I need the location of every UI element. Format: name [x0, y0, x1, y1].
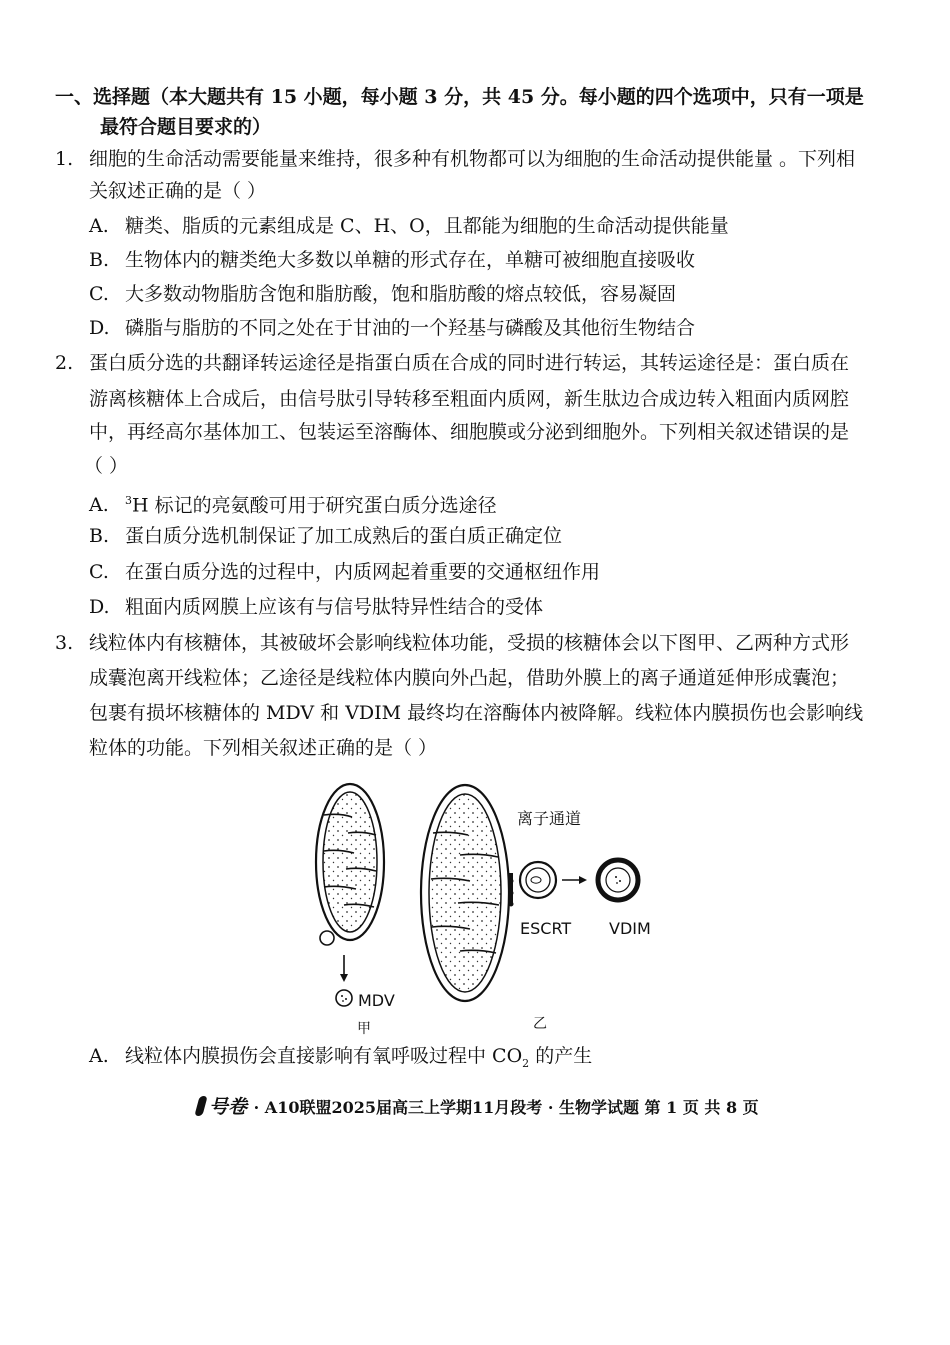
brand-logo: 号卷 [197, 1096, 254, 1118]
mdv-vesicle [336, 990, 352, 1006]
mitochondrion-jia [316, 784, 384, 1006]
brand-mark-icon [194, 1096, 207, 1116]
question-number: 2. [55, 352, 74, 374]
question-2-stem-cont: 游离核糖体上合成后，由信号肽引导转移至粗面内质网，新生肽边合成边转入粗面内质网腔 [89, 388, 850, 410]
question-number: 1. [55, 148, 74, 170]
question-3-stem: 3. 线粒体内有核糖体，其被破坏会影响线粒体功能，受损的核糖体会以下图甲、乙两种方式形 [55, 625, 849, 661]
q2-option-b: B. 蛋白质分选机制保证了加工成熟后的蛋白质正确定位 [89, 525, 563, 547]
question-3-stem-cont: 粒体的功能。下列相关叙述正确的是（ ） [89, 737, 438, 759]
label-jia: 甲 [357, 1021, 371, 1037]
ion-channel [508, 873, 513, 903]
q1-option-d: D. 磷脂与脂肪的不同之处在于甘油的一个羟基与磷酸及其他衍生物结合 [89, 317, 696, 339]
page-footer: 号卷 · A10联盟2025届高三上学期11月段考 · 生物学试题 第 1 页 共 8 页 [197, 1092, 759, 1119]
section-title: 一、选择题（本大题共有 15 小题，每小题 3 分，共 45 分。每小题的四个选项中，只有一项是 [55, 86, 864, 108]
q1-option-a: A. 糖类、脂质的元素组成是 C、H、O，且都能为细胞的生命活动提供能量 [89, 215, 729, 237]
label-mdv: MDV [358, 991, 395, 1010]
budding-vesicle [320, 931, 334, 945]
label-ion-channel: 离子通道 [517, 809, 582, 828]
q1-option-c: C. 大多数动物脂肪含饱和脂肪酸，饱和脂肪酸的熔点较低，容易凝固 [89, 283, 677, 305]
q2-option-a: A. $^3$H 标记的亮氨酸可用于研究蛋白质分选途径 [89, 494, 497, 517]
q1-option-b: B. 生物体内的糖类绝大多数以单糖的形式存在，单糖可被细胞直接吸收 [89, 249, 696, 271]
question-2-stem: 2. 蛋白质分选的共翻译转运途径是指蛋白质在合成的同时进行转运，其转运途径是：蛋白质在 [55, 345, 849, 381]
label-yi: 乙 [533, 1016, 547, 1032]
question-1-stem: 1. 细胞的生命活动需要能量来维持，很多种有机物都可以为细胞的生命活动提供能量 。下列相 [55, 141, 855, 177]
mitochondria-figure [300, 775, 670, 1040]
label-vdim: VDIM [609, 919, 651, 938]
section-title-cont: 最符合题目要求的） [100, 116, 272, 138]
label-escrt: ESCRT [520, 919, 572, 938]
question-1-stem-cont: 关叙述正确的是（ ） [89, 180, 267, 202]
question-2-blank: （ ） [84, 455, 129, 477]
q2-option-c: C. 在蛋白质分选的过程中，内质网起着重要的交通枢纽作用 [89, 561, 601, 583]
question-number: 3. [55, 632, 74, 654]
q3-option-a: A. 线粒体内膜损伤会直接影响有氧呼吸过程中 $CO_2$ 的产生 [89, 1045, 593, 1070]
question-2-stem-cont: 中，再经高尔基体加工、包装运至溶酶体、细胞膜或分泌到细胞外。下列相关叙述错误的是 [89, 421, 850, 443]
question-3-stem-cont: 成囊泡离开线粒体；乙途径是线粒体内膜向外凸起，借助外膜上的离子通道延伸形成囊泡； [89, 667, 850, 689]
question-3-stem-cont: 包裹有损坏核糖体的 MDV 和 VDIM 最终均在溶酶体内被降解。线粒体内膜损伤也会影响线 [89, 702, 864, 724]
q2-option-d: D. 粗面内质网膜上应该有与信号肽特异性结合的受体 [89, 596, 544, 618]
